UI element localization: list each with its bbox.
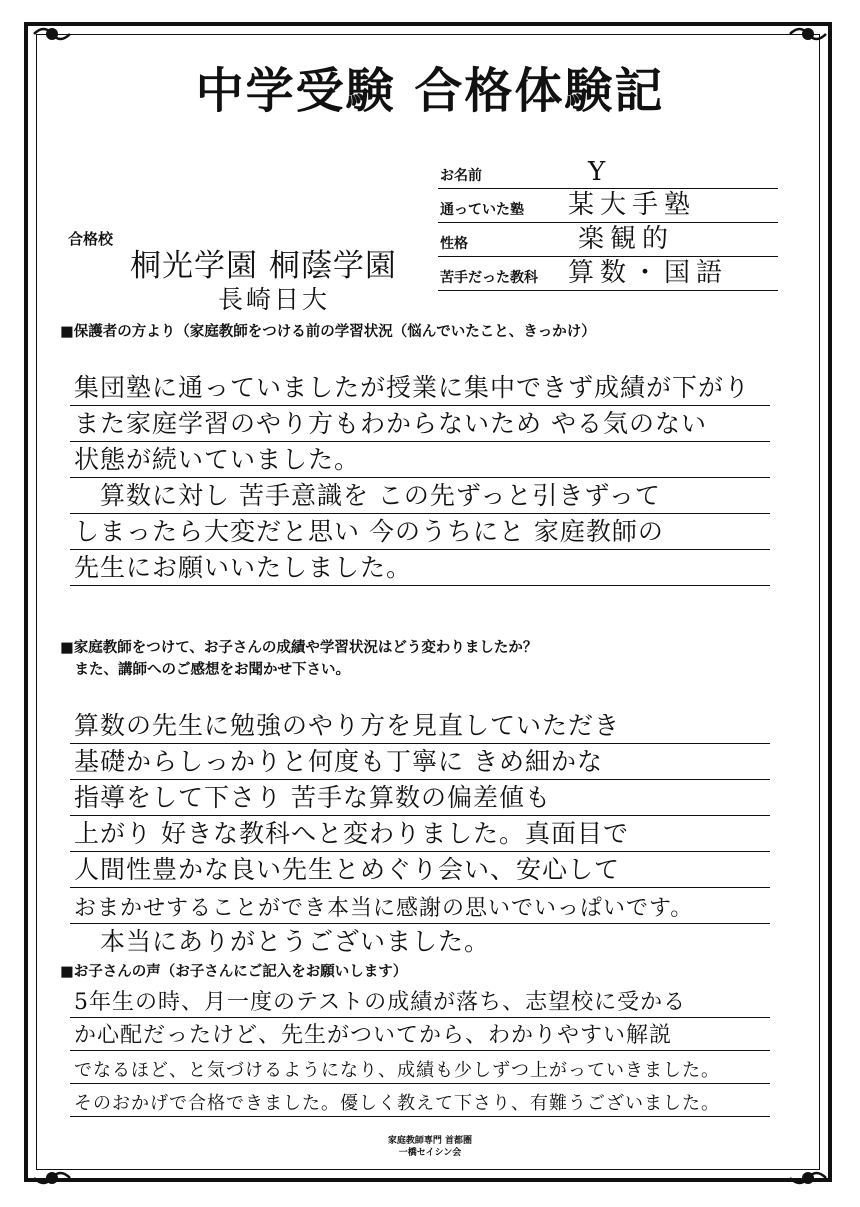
weak-subject-value: 算数・国語 (568, 258, 729, 288)
school-label: 合格校 (68, 230, 114, 248)
parent-section-heading: ■保護者の方より（家庭教師をつける前の学習状況（悩んでいたこと、きっかけ） (60, 324, 596, 340)
ruled-line: 基礎からしっかりと何度も丁寧に きめ細かな (70, 744, 770, 780)
personality-label: 性格 (440, 236, 468, 252)
ruled-line: 5年生の時、月一度のテストの成績が落ち、志望校に受かる (70, 985, 770, 1018)
child-section-heading: ■お子さんの声（お子さんにご記入をお願いします） (60, 964, 408, 980)
name-value: Y (588, 157, 612, 187)
parent-section-body (70, 370, 770, 586)
ruled-line: 人間性豊かな良い先生とめぐり会い、安心して (70, 852, 770, 888)
personality-value: 楽観的 (578, 224, 675, 254)
ruled-line: 指導をして下さり 苦手な算数の偏差値も (70, 780, 770, 816)
school-line-1: 桐光学園 桐蔭学園 (130, 248, 397, 284)
footer-company: 一橋セイシン会 (398, 1148, 462, 1158)
school-line-2: 長崎日大 (218, 285, 331, 314)
footer-logo (0, 1135, 860, 1159)
weak-subject-row (438, 256, 778, 291)
tutor-section-body (70, 708, 770, 959)
juku-label: 通っていた塾 (440, 202, 524, 218)
tutor-section-heading: ■家庭教師をつけて、お子さんの成績や学習状況はどう変わりましたか？ (60, 640, 538, 656)
ruled-line: また家庭学習のやり方もわからないため やる気のない (70, 406, 770, 442)
ruled-line: 算数の先生に勉強のやり方を見直していただき (70, 708, 770, 744)
child-section-body (70, 985, 770, 1117)
ruled-line: でなるほど、と気づけるようになり、成績も少しずつ上がっていきました。 (70, 1051, 770, 1084)
juku-value: 某大手塾 (568, 190, 697, 220)
footer-tagline: 家庭教師専門 首都圏 (387, 1136, 473, 1146)
ruled-line: しまったら大変だと思い 今のうちにと 家庭教師の (70, 514, 770, 550)
ruled-line: そのおかげで合格できました。優しく教えて下さり、有難うございました。 (70, 1084, 770, 1117)
weak-subject-label: 苦手だった教科 (440, 270, 538, 286)
ruled-line: 本当にありがとうございました。 (74, 927, 491, 956)
ruled-line: 算数に対し 苦手意識を この先ずっと引きずって (70, 478, 770, 514)
ruled-line: 先生にお願いいたしました。 (70, 550, 770, 586)
ruled-line: か心配だったけど、先生がついてから、わかりやすい解説 (70, 1018, 770, 1051)
ruled-line: 集団塾に通っていましたが授業に集中できず成績が下がり (70, 370, 770, 406)
tutor-section-subheading: また、講師へのご感想をお聞かせ下さい。 (60, 662, 350, 678)
ruled-line: 状態が続いていました。 (70, 442, 770, 478)
ruled-line: おまかせすることができ本当に感謝の思いでいっぱいです。 (70, 888, 770, 924)
name-label: お名前 (440, 168, 482, 184)
page-title: 中学受験 合格体験記 (195, 63, 665, 119)
ruled-line: 上がり 好きな教科へと変わりました。真面目で (70, 816, 770, 852)
